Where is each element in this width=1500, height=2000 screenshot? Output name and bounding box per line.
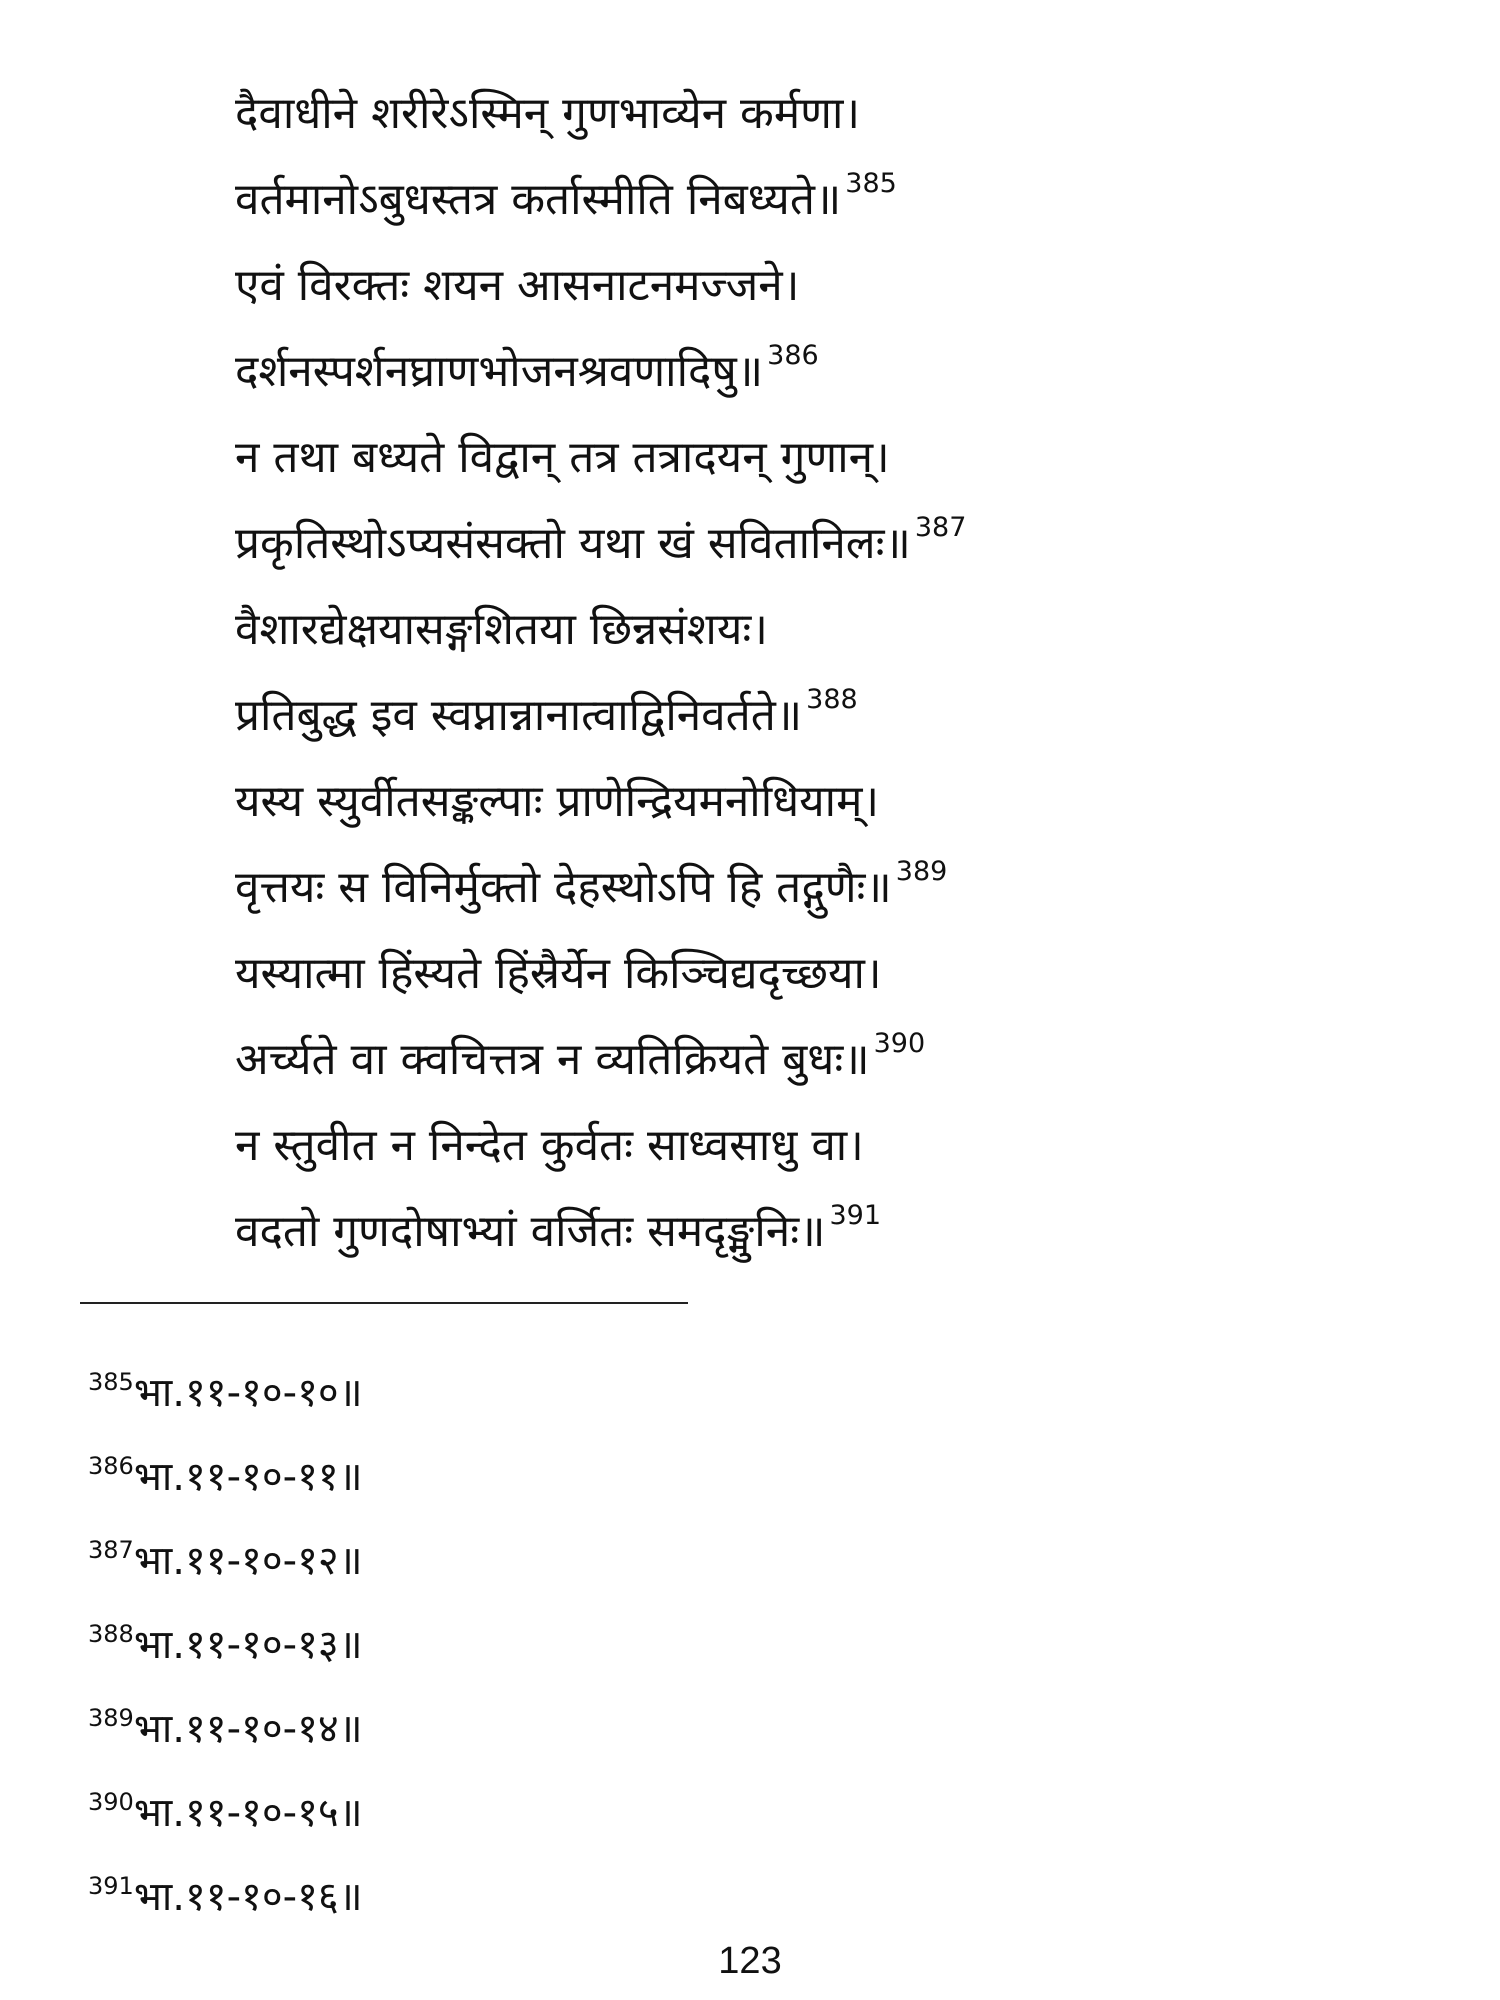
footnote-number: 389 bbox=[88, 1704, 134, 1732]
footnote-text: भा.११-१०-१३॥ bbox=[133, 1622, 363, 1668]
footnote-number: 386 bbox=[88, 1452, 134, 1480]
footnote bbox=[88, 1592, 988, 1676]
verse-line: वृत्तयः स विनिर्मुक्तो देहस्थोऽपि हि तद्गुणैः॥ $^{389}$ bbox=[235, 856, 948, 913]
footnote bbox=[88, 1340, 988, 1424]
footnote-divider bbox=[80, 1302, 688, 1304]
verse-line: एवं विरक्तः शयन आसनाटनमज्जने। bbox=[235, 260, 800, 311]
footnote-text: भा.११-१०-११॥ bbox=[133, 1454, 363, 1500]
footnote-number: 391 bbox=[88, 1872, 134, 1900]
footnote-text: भा.११-१०-१२॥ bbox=[133, 1538, 363, 1584]
page-number: 123 bbox=[718, 1940, 782, 1982]
footnote-ref: 385 bbox=[845, 168, 897, 199]
verse-line: अर्च्यते वा क्वचित्तत्र न व्यतिक्रियते बुधः॥ $^{390}$ bbox=[235, 1028, 926, 1085]
footnote bbox=[88, 1844, 988, 1928]
footnote bbox=[88, 1676, 988, 1760]
verse-line: प्रतिबुद्ध इव स्वप्नान्नानात्वाद्विनिवर्तते॥ $^{388}$ bbox=[235, 684, 858, 741]
footnote-ref: 390 bbox=[873, 1028, 926, 1059]
verse-line: प्रकृतिस्थोऽप्यसंसक्तो यथा खं सवितानिलः॥ $^{387}$ bbox=[235, 512, 967, 569]
verse-line: वैशारद्येक्षयासङ्गशितया छिन्नसंशयः। bbox=[235, 604, 768, 655]
verse-line: न तथा बध्यते विद्वान् तत्र तत्रादयन् गुणान्। bbox=[235, 432, 890, 483]
verse-line: दैवाधीने शरीरेऽस्मिन् गुणभाव्येन कर्मणा। bbox=[235, 88, 861, 139]
footnote-list bbox=[88, 1340, 988, 1928]
verse-line: वदतो गुणदोषाभ्यां वर्जितः समदृङ्मुनिः॥ $^{391}$ bbox=[235, 1200, 882, 1257]
footnote-number: 388 bbox=[88, 1620, 134, 1648]
footnote-number: 390 bbox=[88, 1788, 134, 1816]
verse-line: यस्य स्युर्वीतसङ्कल्पाः प्राणेन्द्रियमनोधियाम्। bbox=[235, 776, 880, 827]
footnote bbox=[88, 1508, 988, 1592]
footnote-text: भा.११-१०-१५॥ bbox=[133, 1790, 363, 1836]
footnote-ref: 387 bbox=[914, 512, 967, 543]
verse-line: दर्शनस्पर्शनघ्राणभोजनश्रवणादिषु॥ $^{386}$ bbox=[235, 340, 819, 397]
footnote-ref: 389 bbox=[895, 856, 948, 887]
footnote-number: 385 bbox=[88, 1368, 134, 1396]
footnote-ref: 386 bbox=[767, 340, 819, 371]
footnote-text: भा.११-१०-१४॥ bbox=[133, 1706, 363, 1752]
verse-line: यस्यात्मा हिंस्यते हिंस्रैर्येन किञ्चिद्यदृच्छया। bbox=[235, 948, 882, 999]
footnote bbox=[88, 1424, 988, 1508]
verse-block bbox=[235, 55, 1435, 1259]
footnote-text: भा.११-१०-१६॥ bbox=[133, 1874, 363, 1920]
footnote-ref: 391 bbox=[829, 1200, 882, 1231]
footnote-text: भा.११-१०-१०॥ bbox=[133, 1370, 363, 1416]
footnote-number: 387 bbox=[88, 1536, 134, 1564]
footnote bbox=[88, 1760, 988, 1844]
footnote-ref: 388 bbox=[806, 684, 858, 715]
verse-line: न स्तुवीत न निन्देत कुर्वतः साध्वसाधु वा। bbox=[235, 1120, 864, 1171]
verse-line: वर्तमानोऽबुधस्तत्र कर्तास्मीति निबध्यते॥ $^{385}$ bbox=[235, 168, 897, 225]
